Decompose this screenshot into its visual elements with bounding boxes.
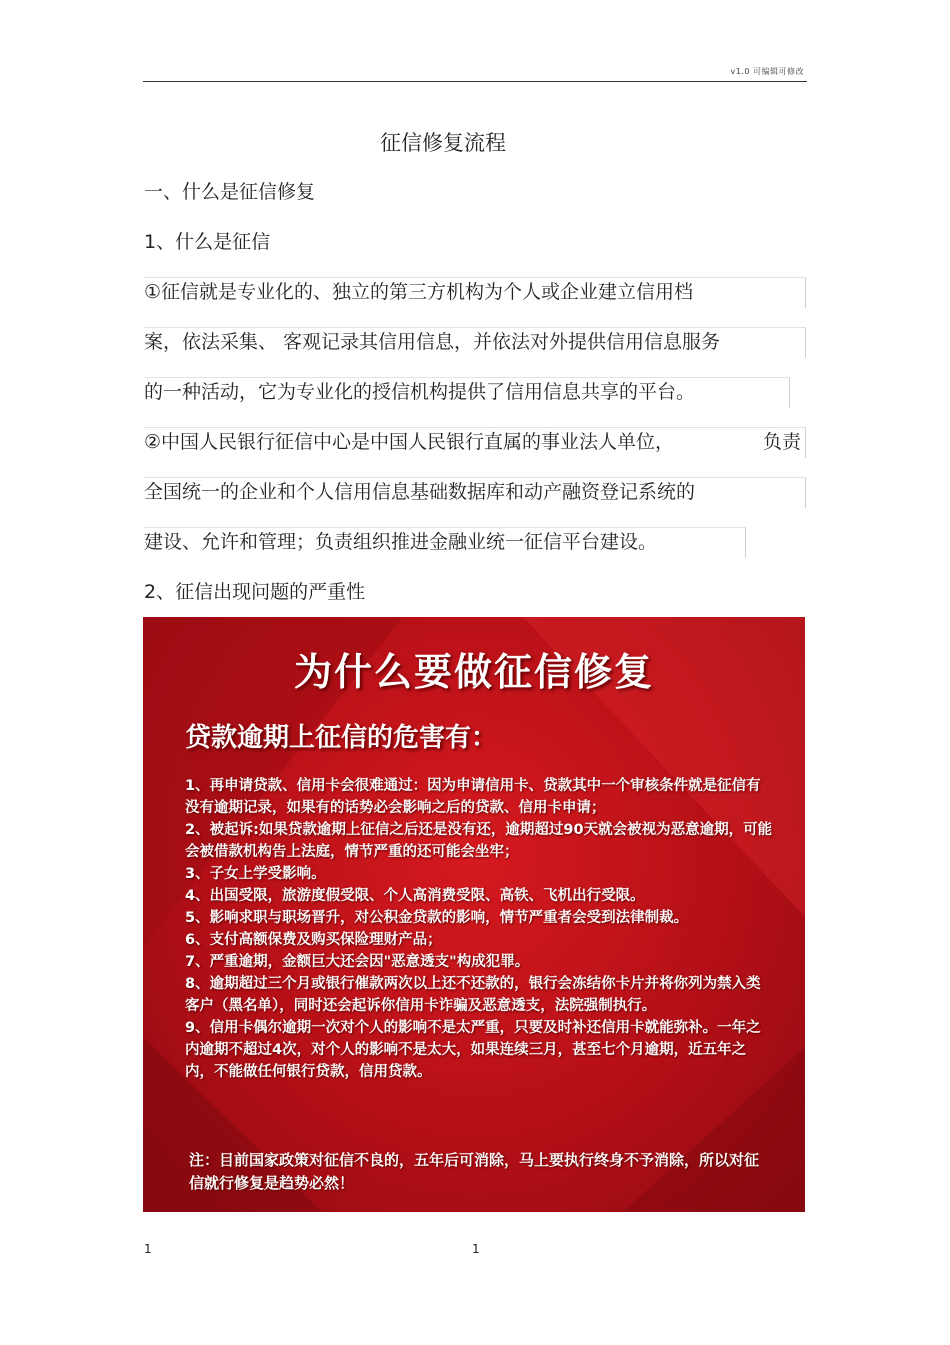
para1-line-2: 案，依法采集、 客观记录其信用信息，并依法对外提供信用信息服务 [144, 331, 721, 353]
poster-list-item: 1、再申请贷款、信用卡会很难通过：因为申请信用卡、贷款其中一个审核条件就是征信有没有逾期记录，如果有的话势必会影响之后的贷款、信用卡申请； [185, 778, 761, 816]
para1-line-1: ①征信就是专业化的、独立的第三方机构为个人或企业建立信用档 [144, 281, 694, 303]
poster-subtitle: 贷款逾期上征信的危害有： [185, 723, 498, 753]
subheading-2: 2、征信出现问题的严重性 [144, 581, 366, 603]
para2-line-1: ②中国人民银行征信中心是中国人民银行直属的事业法人单位， [144, 431, 675, 453]
header-divider [143, 81, 807, 82]
page-number-left: 1 [144, 1242, 152, 1256]
para2-line-1-end: 负责 [763, 431, 802, 453]
poster-title: 为什么要做征信修复 [293, 650, 654, 694]
poster-list-item: 5、影响求职与职场晋升，对公积金贷款的影响，情节严重者会受到法律制裁。 [185, 910, 689, 926]
para2-line-3: 建设、允许和管理；负责组织推进金融业统一征信平台建设。 [144, 531, 658, 553]
poster-list-item: 7、严重逾期，金额巨大还会因"恶意透支"构成犯罪。 [185, 954, 530, 970]
header-version-text: v1.0 可编辑可修改 [730, 67, 804, 76]
poster-list-item: 6、支付高额保费及购买保险理财产品； [185, 932, 442, 948]
poster-note: 注：目前国家政策对征信不良的，五年后可消除，马上要执行终身不予消除，所以对征信就行修复是趋势必然！ [189, 1151, 760, 1192]
poster-list-item: 8、逾期超过三个月或银行催款两次以上还不还款的，银行会冻结你卡片并将你列为禁入类客户（黑名单），同时还会起诉你信用卡诈骗及恶意透支，法院强制执行。 [185, 976, 761, 1014]
subheading-1: 1、什么是征信 [144, 231, 271, 253]
section-heading-1: 一、什么是征信修复 [144, 181, 316, 203]
para1-line-3: 的一种活动，它为专业化的授信机构提供了信用信息共享的平台。 [144, 381, 696, 403]
page-title: 征信修复流程 [380, 131, 506, 155]
poster-list-item: 4、出国受限，旅游度假受限、个人高消费受限、高铁、飞机出行受限。 [185, 888, 645, 904]
poster-harm-list [185, 775, 775, 1083]
page-number-center: 1 [472, 1242, 480, 1256]
para2-line-2: 全国统一的企业和个人信用信息基础数据库和动产融资登记系统的 [144, 481, 696, 503]
poster-list-item: 3、子女上学受影响。 [185, 866, 326, 882]
poster-list-item: 2、被起诉:如果贷款逾期上征信之后还是没有还，逾期超过90天就会被视为恶意逾期，可能会被借款机构告上法庭，情节严重的还可能会坐牢； [185, 822, 773, 860]
poster-list-item: 9、信用卡偶尔逾期一次对个人的影响不是太严重，只要及时补还信用卡就能弥补。一年之内逾期不超过4次，对个人的影响不是太大，如果连续三月，甚至七个月逾期，近五年之内，不能做任何银行贷款，信用贷款。 [185, 1020, 761, 1080]
credit-repair-poster [143, 617, 805, 1212]
